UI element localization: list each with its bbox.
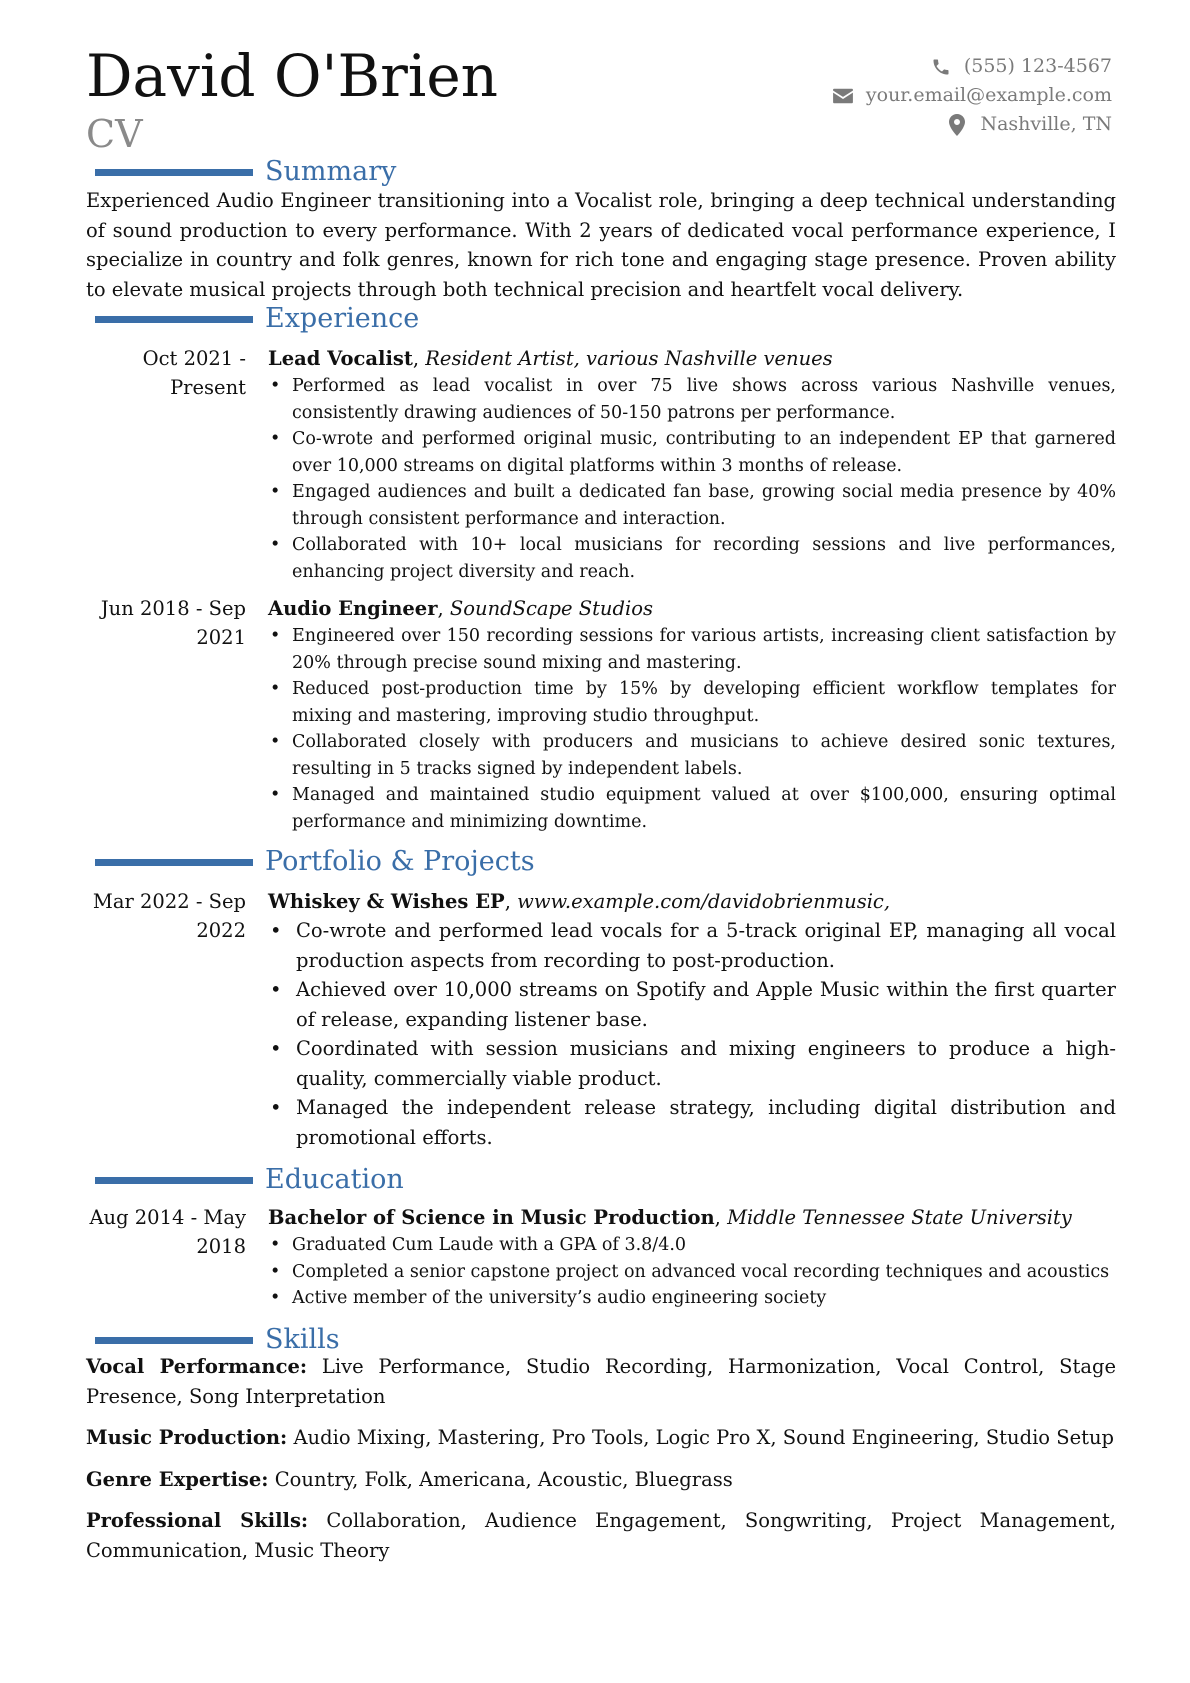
contact-email[interactable] <box>830 81 1112 110</box>
section-title: Summary <box>265 156 397 187</box>
skill-value: Collaboration, Audience Engagement, Songwriting, Project Management, Communication, Music Theory <box>86 1509 1116 1562</box>
list-item: • Completed a senior capstone project on advanced vocal recording techniques and acoustics <box>268 1259 1116 1286</box>
entry-date: Jun 2018 - Sep 2021 <box>100 597 246 649</box>
section-accent-bar <box>95 316 253 323</box>
list-item: • Coordinated with session musicians and mixing engineers to produce a high-quality, commercially viable product. <box>268 1034 1116 1093</box>
document-subtitle: CV <box>86 112 143 156</box>
section-accent-bar <box>95 1177 253 1184</box>
phone-text: (555) 123-4567 <box>963 55 1112 77</box>
entry-organization: SoundScape Studios <box>449 597 653 620</box>
skill-value: Country, Folk, Americana, Acoustic, Bluegrass <box>274 1467 733 1491</box>
entry-bullets <box>268 916 1116 1152</box>
skill-value: Audio Mixing, Mastering, Pro Tools, Logic Pro X, Sound Engineering, Studio Setup <box>293 1426 1115 1449</box>
entry-organization: Resident Artist, various Nashville venues <box>425 347 833 370</box>
entry-title-line: Lead Vocalist, Resident Artist, various Nashville venues <box>268 347 833 370</box>
section-heading-summary <box>95 156 396 188</box>
skill-label: Music Production: <box>86 1426 288 1449</box>
section-accent-bar <box>95 859 253 866</box>
list-item: • Engineered over 150 recording sessions for various artists, increasing client satisfaction by 20% through precise sound mixing and mastering. <box>268 623 1116 676</box>
section-heading-portfolio <box>95 846 535 878</box>
envelope-icon <box>830 87 856 105</box>
section-accent-bar <box>95 169 253 176</box>
entry-bullets <box>268 1232 1116 1312</box>
entry-date: Aug 2014 - May 2018 <box>89 1206 246 1258</box>
contact-phone[interactable] <box>830 52 1112 81</box>
skill-row <box>86 1423 1116 1453</box>
phone-icon <box>928 57 954 77</box>
entry-title-line: Audio Engineer, SoundScape Studios <box>268 597 653 620</box>
entry-bullets <box>268 623 1116 835</box>
skill-row <box>86 1506 1116 1565</box>
entry-bullets <box>268 373 1116 585</box>
list-item: • Performed as lead vocalist in over 75 live shows across various Nashville venues, consistently drawing audiences of 50-150 patrons per performance. <box>268 373 1116 426</box>
contact-block <box>830 52 1112 139</box>
location-text: Nashville, TN <box>980 113 1112 135</box>
summary-text: Experienced Audio Engineer transitioning into a Vocalist role, bringing a deep technical understanding of sound production to every performance. With 2 years of dedicated vocal performance experience, I specialize in country and folk genres, known for rich tone and engaging stage presence. Proven ability to elevate musical projects through both technical precision and heartfelt vocal delivery. <box>86 189 1116 301</box>
skill-value: Live Performance, Studio Recording, Harmonization, Vocal Control, Stage Presence, Song Interpretation <box>86 1355 1117 1408</box>
map-pin-icon <box>944 114 970 136</box>
candidate-name: David O'Brien <box>86 42 499 110</box>
list-item: • Graduated Cum Laude with a GPA of 3.8/4.0 <box>268 1232 1116 1259</box>
list-item: • Managed and maintained studio equipment valued at over $100,000, ensuring optimal performance and minimizing downtime. <box>268 782 1116 835</box>
entry-title: Whiskey & Wishes EP <box>268 890 505 913</box>
entry-date: Oct 2021 - Present <box>142 347 246 399</box>
skill-row <box>86 1465 1116 1495</box>
entry-title-line: Bachelor of Science in Music Production, Middle Tennessee State University <box>268 1206 1072 1229</box>
section-heading-experience <box>95 303 419 335</box>
list-item: • Co-wrote and performed lead vocals for a 5-track original EP, managing all vocal production aspects from recording to post-production. <box>268 916 1116 975</box>
contact-location <box>830 110 1112 139</box>
list-item: • Co-wrote and performed original music, contributing to an independent EP that garnered over 10,000 streams on digital platforms within 3 months of release. <box>268 426 1116 479</box>
list-item: • Collaborated with 10+ local musicians for recording sessions and live performances, enhancing project diversity and reach. <box>268 532 1116 585</box>
list-item: • Managed the independent release strategy, including digital distribution and promotional efforts. <box>268 1093 1116 1152</box>
skill-label: Vocal Performance: <box>86 1355 308 1378</box>
list-item: • Active member of the university’s audio engineering society <box>268 1285 1116 1312</box>
skill-label: Professional Skills: <box>86 1509 309 1532</box>
section-title: Experience <box>265 303 420 334</box>
section-title: Skills <box>265 1324 340 1355</box>
list-item: • Reduced post-production time by 15% by developing efficient workflow templates for mixing and mastering, improving studio throughput. <box>268 676 1116 729</box>
portfolio-link[interactable]: www.example.com/davidobrienmusic, <box>517 890 891 913</box>
section-heading-education <box>95 1164 404 1196</box>
list-item: • Engaged audiences and built a dedicated fan base, growing social media presence by 40% through consistent performance and interaction. <box>268 479 1116 532</box>
section-title: Education <box>265 1164 404 1195</box>
section-accent-bar <box>95 1337 253 1344</box>
skills-list <box>86 1352 1116 1577</box>
skill-label: Genre Expertise: <box>86 1467 269 1491</box>
list-item: • Achieved over 10,000 streams on Spotify and Apple Music within the first quarter of release, expanding listener base. <box>268 975 1116 1034</box>
skill-row <box>86 1352 1116 1411</box>
entry-organization: Middle Tennessee State University <box>727 1206 1072 1229</box>
email-text: your.email@example.com <box>865 84 1112 106</box>
entry-date: Mar 2022 - Sep 2022 <box>92 890 246 942</box>
entry-title: Audio Engineer <box>268 597 438 620</box>
entry-title: Lead Vocalist <box>268 347 413 370</box>
entry-title: Bachelor of Science in Music Production <box>268 1206 715 1229</box>
list-item: • Collaborated closely with producers and musicians to achieve desired sonic textures, resulting in 5 tracks signed by independent labels. <box>268 729 1116 782</box>
entry-title-line: Whiskey & Wishes EP, www.example.com/davidobrienmusic, <box>268 890 891 913</box>
section-title: Portfolio & Projects <box>265 846 535 877</box>
